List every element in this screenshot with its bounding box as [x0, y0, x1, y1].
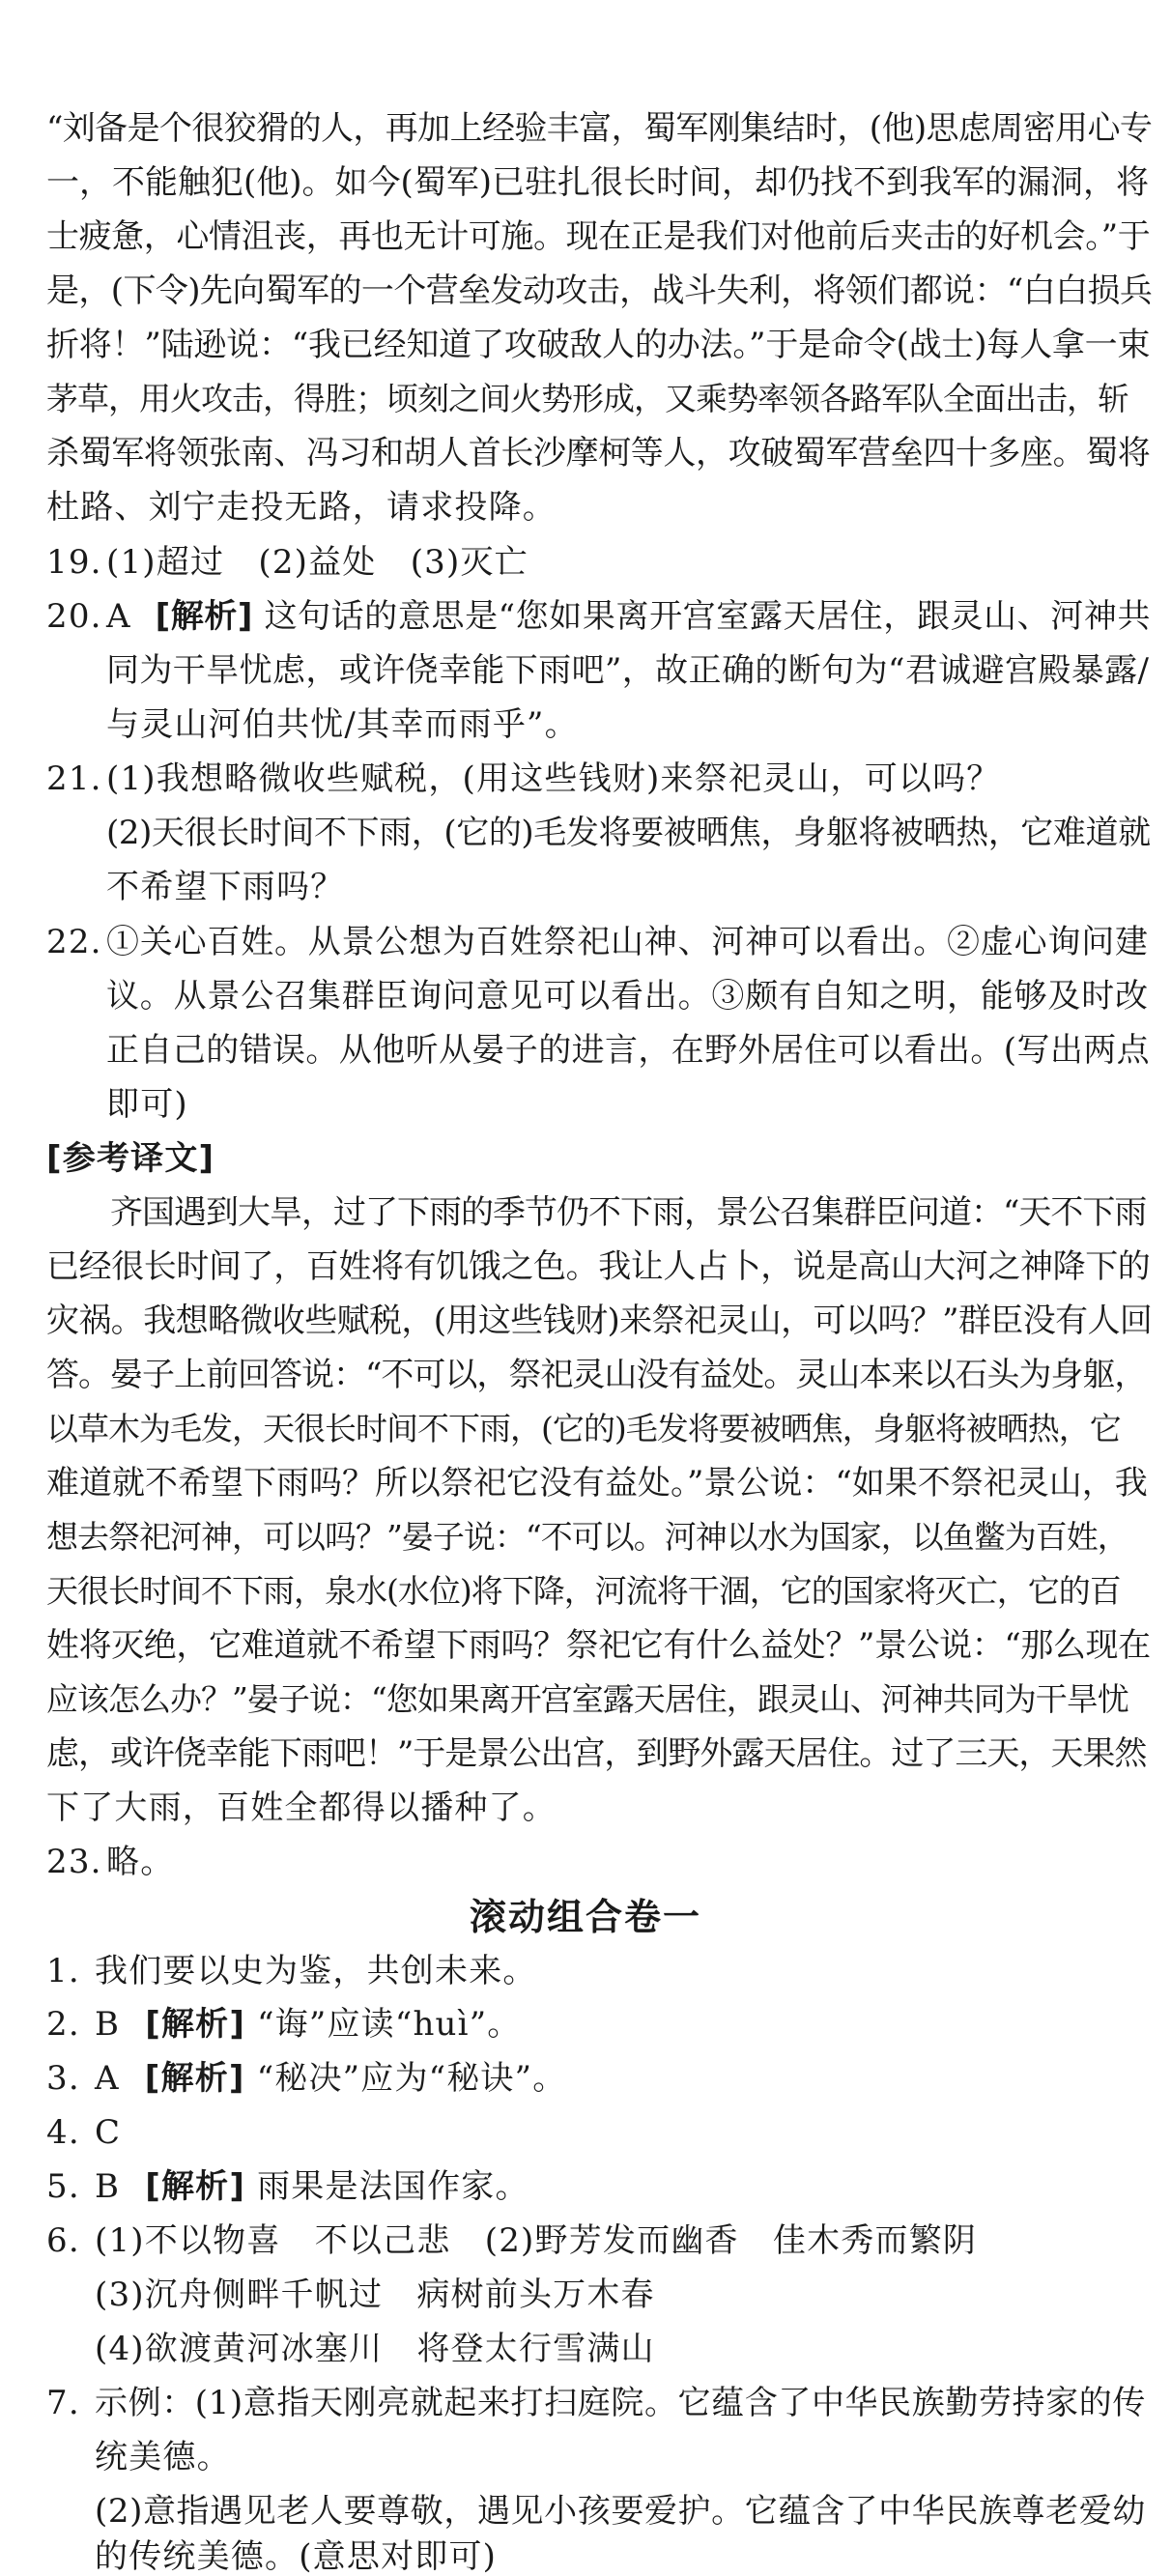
answer-text: 示例：(1)意指天刚亮就起来打扫庭院。它蕴含了中华民族勤劳持家的传 — [95, 2384, 1146, 2422]
translation-line: 答。晏子上前回答说：“不可以，祭祀灵山没有益处。灵山本来以石头为身躯， — [46, 1356, 1147, 1394]
answer-text: 即可) — [106, 1085, 188, 1124]
answer-choice: A — [106, 597, 131, 636]
text-line: 士疲惫，心情沮丧，再也无计可施。现在正是我们对他前后夹击的好机会。”于 — [46, 217, 1151, 256]
analysis-tag: [解析] — [145, 2005, 246, 2044]
translation-line: 以草木为毛发，天很长时间不下雨，(它的)毛发将要被晒焦，身躯将被晒热，它 — [46, 1410, 1121, 1447]
answer-choice: A — [95, 2059, 120, 2098]
reference-translation-title: [参考译文] — [46, 1139, 215, 1178]
section-title: 滚动组合卷一 — [469, 1896, 701, 1938]
question-number: 3. — [46, 2059, 80, 2098]
question-number: 7. — [46, 2384, 80, 2422]
translation-line: 想去祭祀河神，可以吗？”晏子说：“不可以。河神以水为国家，以鱼鳖为百姓， — [46, 1518, 1128, 1556]
text-line: 一，不能触犯(他)。如今(蜀军)已驻扎很长时间，却仍找不到我军的漏洞，将 — [46, 163, 1150, 202]
answer-text: (2)意指遇见老人要尊敬，遇见小孩要爱护。它蕴含了中华民族尊老爱幼 — [95, 2492, 1146, 2531]
question-number: 20. — [46, 597, 102, 636]
analysis-text: 雨果是法国作家。 — [257, 2167, 529, 2206]
analysis-tag: [解析] — [145, 2167, 246, 2206]
answer-text: (2)天很长时间不下雨，(它的)毛发将要被晒焦，身躯将被晒热，它难道就 — [106, 814, 1151, 852]
question-number: 6. — [46, 2221, 80, 2260]
question-number: 19. — [46, 543, 102, 582]
answer-text: (4)欲渡黄河冰塞川 将登太行雪满山 — [95, 2330, 655, 2368]
answer-text: (1)我想略微收些赋税，(用这些钱财)来祭祀灵山，可以吗？ — [106, 759, 1001, 798]
answer-text: 略。 — [106, 1843, 175, 1881]
question-number: 4. — [46, 2113, 80, 2152]
analysis-text: 这句话的意思是“您如果离开宫室露天居住，跟灵山、河神共 — [264, 597, 1152, 636]
text-line: 杜路、刘宁走投无路，请求投降。 — [46, 488, 557, 527]
question-number: 5. — [46, 2167, 80, 2206]
answer-text: 的传统美德。(意思对即可) — [95, 2537, 498, 2576]
translation-line: 应该怎么办？”晏子说：“您如果离开宫室露天居住，跟灵山、河神共同为干旱忧 — [46, 1680, 1128, 1718]
answer-row — [106, 597, 1151, 636]
question-number: 23. — [46, 1843, 102, 1881]
text-line: 杀蜀军将领张南、冯习和胡人首长沙摩柯等人，攻破蜀军营垒四十多座。蜀将 — [46, 434, 1151, 472]
answer-text: (1)超过 (2)益处 (3)灭亡 — [106, 543, 528, 582]
answer-text: 与灵山河伯共忧/其幸而雨乎”。 — [106, 705, 579, 744]
answer-row — [95, 2059, 566, 2098]
answer-text: (1)不以物喜 不以己悲 (2)野芳发而幽香 佳木秀而繁阴 — [95, 2221, 978, 2260]
translation-line: 已经很长时间了，百姓将有饥饿之色。我让人占卜，说是高山大河之神降下的 — [46, 1247, 1151, 1286]
answer-choice: C — [95, 2113, 122, 2152]
answer-text: 不希望下雨吗？ — [106, 868, 345, 906]
analysis-text: “诲”应读“huì”。 — [257, 2005, 522, 2044]
answer-text: ①关心百姓。从景公想为百姓祭祀山神、河神可以看出。②虚心询问建 — [106, 923, 1149, 961]
translation-line: 姓将灭绝，它难道就不希望下雨吗？祭祀它有什么益处？”景公说：“那么现在 — [46, 1626, 1151, 1665]
question-number: 1. — [46, 1952, 80, 1990]
translation-line: 齐国遇到大旱，过了下雨的季节仍不下雨，景公召集群臣问道：“天不下雨 — [46, 1193, 1147, 1232]
analysis-text: “秘决”应为“秘诀”。 — [256, 2059, 567, 2098]
answer-text: (3)沉舟侧畔千帆过 病树前头万木春 — [95, 2275, 655, 2314]
answer-text: 统美德。 — [95, 2438, 231, 2476]
answer-choice: B — [95, 2167, 121, 2206]
question-number: 21. — [46, 759, 102, 798]
answer-text: 我们要以史为鉴，共创未来。 — [95, 1952, 537, 1990]
text-line: 折将！”陆逊说：“我已经知道了攻破敌人的办法。”于是命令(战士)每人拿一束 — [46, 326, 1151, 364]
translation-line: 虑，或许侥幸能下雨吧！”于是景公出宫，到野外露天居住。过了三天，天果然 — [46, 1734, 1147, 1773]
translation-line: 难道就不希望下雨吗？所以祭祀它没有益处。”景公说：“如果不祭祀灵山，我 — [46, 1464, 1148, 1503]
answer-row — [95, 2167, 529, 2206]
answer-text: 正自己的错误。从他听从晏子的进言，在野外居住可以看出。(写出两点 — [106, 1031, 1151, 1070]
question-number: 2. — [46, 2005, 80, 2044]
answer-text: 议。从景公召集群臣询问意见可以看出。③颇有自知之明，能够及时改 — [106, 977, 1149, 1016]
text-line: “刘备是个很狡猾的人，再加上经验丰富，蜀军刚集结时，(他)思虑周密用心专 — [46, 109, 1153, 148]
analysis-tag: [解析] — [144, 2059, 245, 2098]
answer-choice: B — [95, 2005, 121, 2044]
translation-line: 天很长时间不下雨，泉水(水位)将下降，河流将干涸，它的国家将灭亡，它的百 — [46, 1572, 1121, 1610]
translation-line: 下了大雨，百姓全都得以播种了。 — [46, 1789, 557, 1827]
answer-row — [95, 2005, 522, 2044]
question-number: 22. — [46, 923, 102, 961]
text-line: 是，(下令)先向蜀军的一个营垒发动攻击，战斗失利，将领们都说：“白白损兵 — [46, 272, 1153, 310]
analysis-tag: [解析] — [155, 597, 254, 636]
text-line: 茅草，用火攻击，得胜；顷刻之间火势形成，又乘势率领各路军队全面出击，斩 — [46, 380, 1128, 417]
translation-line: 灾祸。我想略微收些赋税，(用这些钱财)来祭祀灵山，可以吗？”群臣没有人回 — [46, 1302, 1153, 1340]
answer-text: 同为干旱忧虑，或许侥幸能下雨吧”，故正确的断句为“君诚避宫殿暴露/ — [106, 651, 1150, 690]
